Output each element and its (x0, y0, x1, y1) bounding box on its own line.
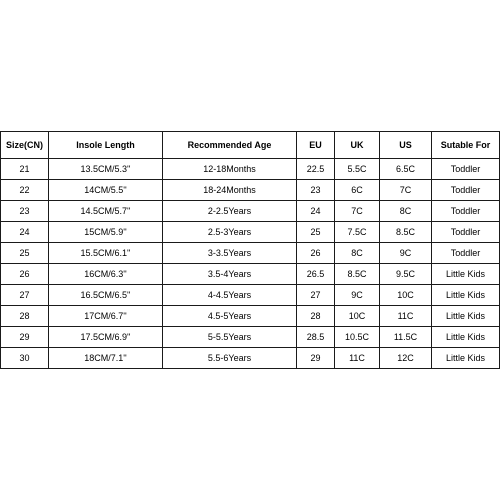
cell-eu: 28 (297, 306, 335, 327)
cell-recommended-age: 4-4.5Years (163, 285, 297, 306)
cell-us: 9C (380, 243, 432, 264)
cell-suitable-for: Little Kids (432, 306, 500, 327)
table-row (1, 306, 500, 327)
header-us: US (380, 132, 432, 159)
cell-recommended-age: 5-5.5Years (163, 327, 297, 348)
cell-uk: 10C (335, 306, 380, 327)
cell-uk: 9C (335, 285, 380, 306)
cell-insole-length: 16.5CM/6.5'' (49, 285, 163, 306)
cell-size-cn: 29 (1, 327, 49, 348)
cell-us: 9.5C (380, 264, 432, 285)
table-row (1, 243, 500, 264)
table-row (1, 285, 500, 306)
cell-eu: 25 (297, 222, 335, 243)
cell-recommended-age: 2.5-3Years (163, 222, 297, 243)
cell-eu: 26 (297, 243, 335, 264)
table-row (1, 348, 500, 369)
header-insole-length: Insole Length (49, 132, 163, 159)
cell-recommended-age: 2-2.5Years (163, 201, 297, 222)
header-recommended-age: Recommended Age (163, 132, 297, 159)
cell-eu: 27 (297, 285, 335, 306)
cell-insole-length: 16CM/6.3'' (49, 264, 163, 285)
cell-us: 12C (380, 348, 432, 369)
header-suitable-for: Sutable For (432, 132, 500, 159)
header-eu: EU (297, 132, 335, 159)
cell-recommended-age: 18-24Months (163, 180, 297, 201)
table-row (1, 264, 500, 285)
cell-size-cn: 24 (1, 222, 49, 243)
cell-insole-length: 17.5CM/6.9'' (49, 327, 163, 348)
cell-suitable-for: Toddler (432, 159, 500, 180)
cell-size-cn: 25 (1, 243, 49, 264)
cell-size-cn: 23 (1, 201, 49, 222)
cell-recommended-age: 3-3.5Years (163, 243, 297, 264)
cell-us: 8.5C (380, 222, 432, 243)
cell-insole-length: 15CM/5.9'' (49, 222, 163, 243)
size-chart-header (1, 132, 500, 159)
cell-us: 6.5C (380, 159, 432, 180)
table-row (1, 201, 500, 222)
table-row (1, 159, 500, 180)
cell-suitable-for: Little Kids (432, 285, 500, 306)
cell-insole-length: 14.5CM/5.7'' (49, 201, 163, 222)
cell-uk: 7C (335, 201, 380, 222)
size-chart-table (0, 131, 500, 369)
cell-insole-length: 14CM/5.5'' (49, 180, 163, 201)
cell-suitable-for: Toddler (432, 222, 500, 243)
table-row (1, 327, 500, 348)
cell-suitable-for: Toddler (432, 201, 500, 222)
size-chart-body (1, 159, 500, 369)
cell-recommended-age: 4.5-5Years (163, 306, 297, 327)
cell-eu: 29 (297, 348, 335, 369)
cell-suitable-for: Toddler (432, 180, 500, 201)
header-row (1, 132, 500, 159)
cell-size-cn: 30 (1, 348, 49, 369)
cell-us: 7C (380, 180, 432, 201)
cell-uk: 6C (335, 180, 380, 201)
cell-uk: 11C (335, 348, 380, 369)
cell-insole-length: 13.5CM/5.3'' (49, 159, 163, 180)
cell-uk: 8C (335, 243, 380, 264)
cell-uk: 8.5C (335, 264, 380, 285)
cell-eu: 28.5 (297, 327, 335, 348)
cell-us: 11C (380, 306, 432, 327)
cell-size-cn: 28 (1, 306, 49, 327)
cell-size-cn: 26 (1, 264, 49, 285)
cell-eu: 23 (297, 180, 335, 201)
table-row (1, 180, 500, 201)
cell-us: 10C (380, 285, 432, 306)
cell-insole-length: 17CM/6.7'' (49, 306, 163, 327)
cell-insole-length: 15.5CM/6.1'' (49, 243, 163, 264)
header-uk: UK (335, 132, 380, 159)
cell-size-cn: 21 (1, 159, 49, 180)
cell-size-cn: 27 (1, 285, 49, 306)
cell-uk: 10.5C (335, 327, 380, 348)
cell-us: 11.5C (380, 327, 432, 348)
cell-suitable-for: Little Kids (432, 264, 500, 285)
header-size-cn: Size(CN) (1, 132, 49, 159)
cell-us: 8C (380, 201, 432, 222)
cell-size-cn: 22 (1, 180, 49, 201)
cell-insole-length: 18CM/7.1'' (49, 348, 163, 369)
cell-eu: 26.5 (297, 264, 335, 285)
cell-suitable-for: Little Kids (432, 327, 500, 348)
cell-suitable-for: Toddler (432, 243, 500, 264)
cell-uk: 5.5C (335, 159, 380, 180)
cell-uk: 7.5C (335, 222, 380, 243)
cell-recommended-age: 12-18Months (163, 159, 297, 180)
table-row (1, 222, 500, 243)
cell-eu: 22.5 (297, 159, 335, 180)
cell-recommended-age: 5.5-6Years (163, 348, 297, 369)
cell-eu: 24 (297, 201, 335, 222)
cell-suitable-for: Little Kids (432, 348, 500, 369)
cell-recommended-age: 3.5-4Years (163, 264, 297, 285)
